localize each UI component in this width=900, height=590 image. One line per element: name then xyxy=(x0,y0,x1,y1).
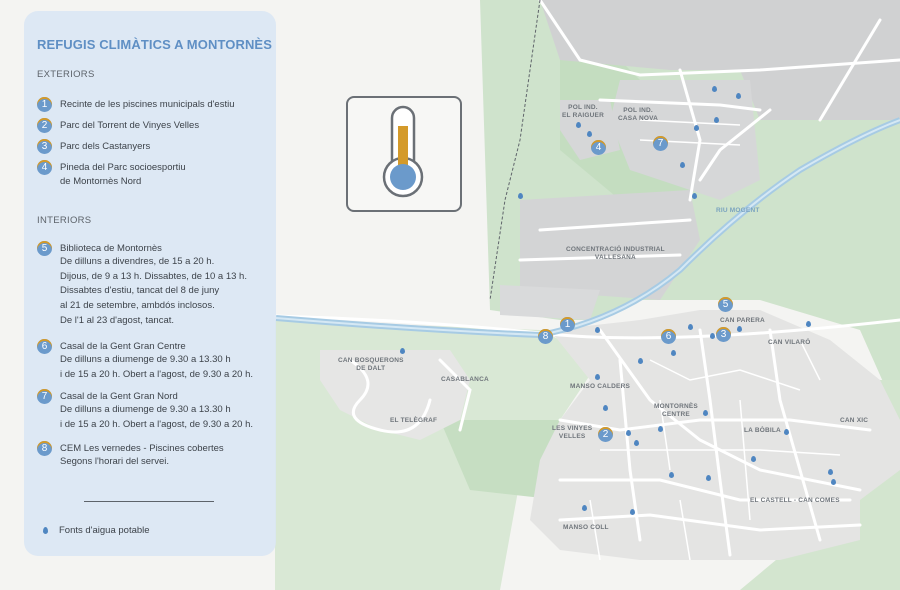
water-drop-icon[interactable] xyxy=(630,509,635,515)
water-drop-icon[interactable] xyxy=(671,350,676,356)
water-drop-icon[interactable] xyxy=(694,125,699,131)
map-marker-6[interactable]: 6 xyxy=(661,329,676,344)
legend-entry-detail: De dilluns a divendres, de 15 a 20 h. Dijous, de 9 a 13 h. Dissabtes, de 10 a 13 h. Dissabtes d'estiu, tancat del 8 de juny al 21 de setembre, ambdós inclosos. De l'1 al 23 d'agost, tancat. xyxy=(60,256,247,326)
water-drop-icon[interactable] xyxy=(688,324,693,330)
water-drop-icon[interactable] xyxy=(703,410,708,416)
map-label-pol-ind-casa-nova: POL IND. CASA NOVA xyxy=(618,107,659,122)
map-label-riu-mogent: RIU MOGENT xyxy=(716,207,760,214)
map-label-montornes-centre: MONTORNÈS CENTRE xyxy=(654,403,698,418)
water-drop-icon[interactable] xyxy=(576,122,581,128)
map-marker-7[interactable]: 7 xyxy=(653,136,668,151)
water-drop-icon[interactable] xyxy=(706,475,711,481)
legend-entry-name: Parc dels Castanyers xyxy=(60,141,151,152)
legend-title: REFUGIS CLIMÀTICS A MONTORNÈS xyxy=(37,37,272,52)
legend-entry-detail: De dilluns a diumenge de 9.30 a 13.30 h i de 15 a 20 h. Obert a l'agost, de 9.30 a 20 h. xyxy=(60,354,254,380)
legend-number-badge: 6 xyxy=(37,339,52,354)
map-label-casablanca: CASABLANCA xyxy=(441,376,489,383)
water-drop-icon[interactable] xyxy=(714,117,719,123)
water-drop-icon[interactable] xyxy=(669,472,674,478)
legend-entry-name: Biblioteca de Montornès xyxy=(60,243,162,254)
legend-number-badge: 5 xyxy=(37,241,52,256)
legend-entry-name: Recinte de les piscines municipals d'estiu xyxy=(60,99,235,110)
legend-entry-detail: De dilluns a diumenge de 9.30 a 13.30 h i de 15 a 20 h. Obert a l'agost, de 9.30 a 20 h. xyxy=(60,404,254,430)
map-marker-4[interactable]: 4 xyxy=(591,140,606,155)
legend-entry-detail: Segons l'horari del servei. xyxy=(60,456,170,467)
water-drop-icon[interactable] xyxy=(634,440,639,446)
section-title-interiors: INTERIORS xyxy=(37,215,92,226)
legend-number-badge: 8 xyxy=(37,441,52,456)
thermometer-frame xyxy=(346,96,462,212)
water-drop-icon[interactable] xyxy=(712,86,717,92)
water-drop-icon[interactable] xyxy=(710,333,715,339)
map-label-manso-calders: MANSO CALDERS xyxy=(570,383,631,390)
legend-number-badge: 7 xyxy=(37,389,52,404)
water-drop-icon[interactable] xyxy=(595,327,600,333)
map-label-el-castell: EL CASTELL - CAN COMES xyxy=(750,497,840,504)
legend-entry-name: Pineda del Parc socioesportiu xyxy=(60,162,186,173)
map-marker-2[interactable]: 2 xyxy=(598,427,613,442)
water-drop-icon[interactable] xyxy=(626,430,631,436)
legend-entry-name-line2: de Montornès Nord xyxy=(60,176,142,187)
map-label-concentracio: CONCENTRACIÓ INDUSTRIAL VALLESANA xyxy=(566,246,665,261)
water-drop-icon[interactable] xyxy=(751,456,756,462)
water-drop-icon[interactable] xyxy=(680,162,685,168)
map-marker-5[interactable]: 5 xyxy=(718,297,733,312)
map-label-can-xic: CAN XIC xyxy=(840,417,869,424)
legend-number-badge: 3 xyxy=(37,139,52,154)
water-drop-icon[interactable] xyxy=(400,348,405,354)
water-drop-icon[interactable] xyxy=(784,429,789,435)
map-label-les-vinyes-velles: LES VINYES VELLES xyxy=(552,425,593,440)
water-drop-icon[interactable] xyxy=(692,193,697,199)
legend-number-badge: 1 xyxy=(37,97,52,112)
water-drop-icon[interactable] xyxy=(736,93,741,99)
water-drop-icon xyxy=(43,527,48,534)
section-title-exteriors: EXTERIORS xyxy=(37,69,95,80)
water-drop-icon[interactable] xyxy=(638,358,643,364)
map-label-la-bobila: LA BÒBILA xyxy=(744,427,781,434)
legend-divider xyxy=(84,501,214,502)
industrial-area-small xyxy=(500,285,600,320)
legend-entry-name: Parc del Torrent de Vinyes Velles xyxy=(60,120,200,131)
legend-panel xyxy=(24,11,276,556)
water-drop-icon[interactable] xyxy=(658,426,663,432)
water-drop-icon[interactable] xyxy=(582,505,587,511)
map-label-manso-coll: MANSO COLL xyxy=(563,524,609,531)
map-label-can-bosquerons: CAN BOSQUERONS DE DALT xyxy=(338,357,404,372)
legend-entry-name: CEM Les vernedes - Piscines cobertes xyxy=(60,443,224,454)
water-drop-icon[interactable] xyxy=(737,326,742,332)
water-drop-icon[interactable] xyxy=(587,131,592,137)
thermometer-icon xyxy=(348,98,459,209)
map-label-can-vilaro: CAN VILARÓ xyxy=(768,339,811,346)
map-marker-3[interactable]: 3 xyxy=(716,327,731,342)
map-marker-1[interactable]: 1 xyxy=(560,317,575,332)
water-drop-icon[interactable] xyxy=(518,193,523,199)
water-drop-icon[interactable] xyxy=(603,405,608,411)
water-drop-icon[interactable] xyxy=(806,321,811,327)
legend-entry-name: Casal de la Gent Gran Centre xyxy=(60,341,186,352)
water-drop-icon[interactable] xyxy=(595,374,600,380)
legend-fonts-label: Fonts d'aigua potable xyxy=(59,525,150,536)
map-label-can-parera: CAN PARERA xyxy=(720,317,765,324)
map-label-pol-ind-el-raiguer: POL IND. EL RAIGUER xyxy=(562,104,604,119)
map-marker-8[interactable]: 8 xyxy=(538,329,553,344)
legend-entry-name: Casal de la Gent Gran Nord xyxy=(60,391,178,402)
water-drop-icon[interactable] xyxy=(831,479,836,485)
legend-number-badge: 4 xyxy=(37,160,52,175)
water-drop-icon[interactable] xyxy=(828,469,833,475)
map-label-el-telegraf: EL TELÈGRAF xyxy=(390,417,438,424)
legend-number-badge: 2 xyxy=(37,118,52,133)
